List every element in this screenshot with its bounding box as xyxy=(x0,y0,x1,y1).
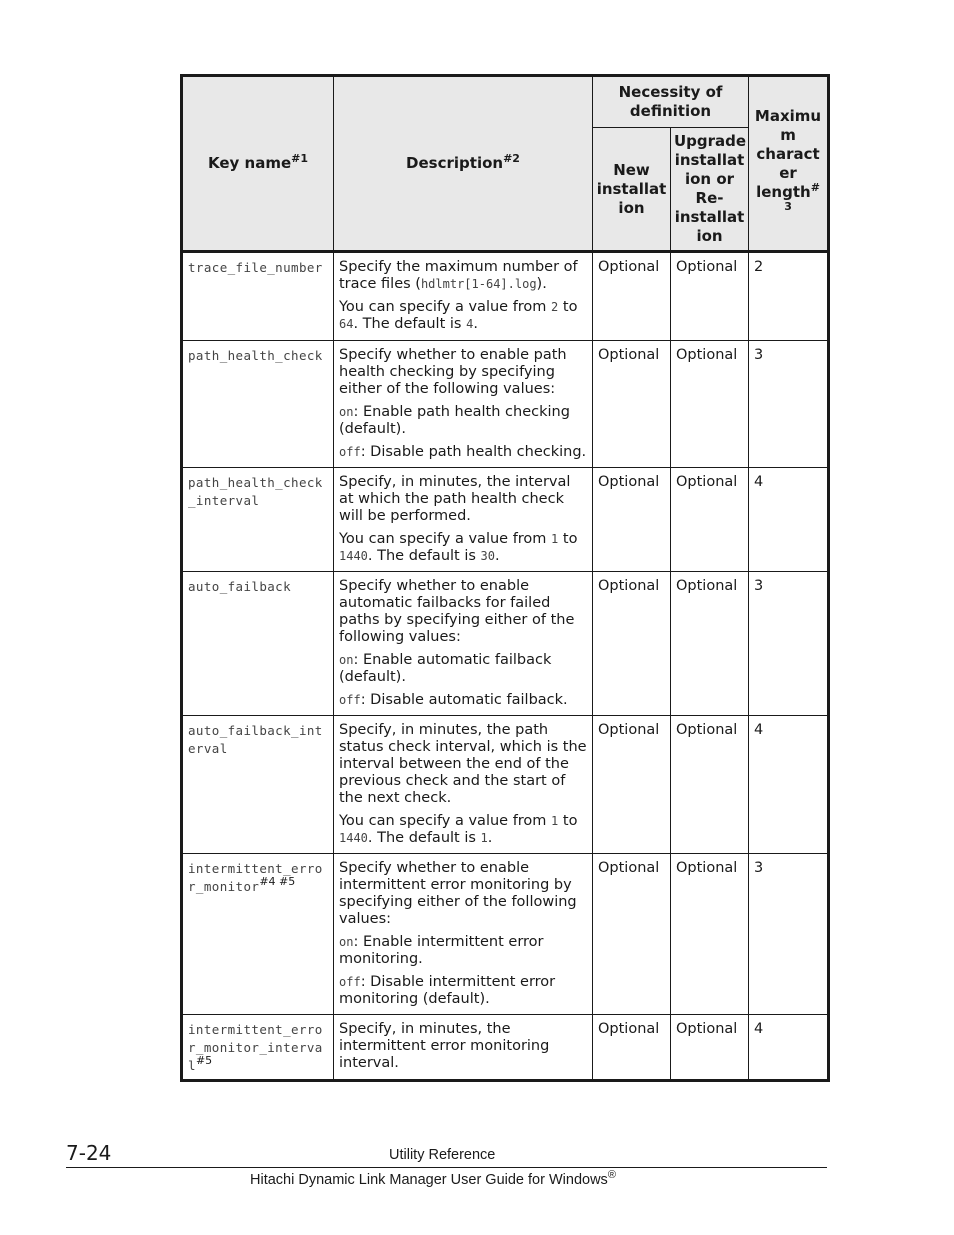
max-length-cell: 3 xyxy=(749,854,829,1015)
key-cell: auto_failback xyxy=(182,572,334,716)
new-install-cell: Optional xyxy=(593,716,671,854)
table-row xyxy=(182,1015,829,1081)
description-cell: Specify whether to enable automatic failbacks for failed paths by specifying either of the following values: on: Enable automatic failback (default). off: Disable automatic failback. xyxy=(334,572,593,716)
upgrade-cell: Optional xyxy=(671,1015,749,1081)
footer-divider xyxy=(66,1167,827,1168)
new-install-cell: Optional xyxy=(593,252,671,341)
description-cell: Specify, in minutes, the interval at which the path health check will be performed. You can specify a value from 1 to 1440. The default is 30. xyxy=(334,468,593,572)
upgrade-cell: Optional xyxy=(671,252,749,341)
description-cell: Specify, in minutes, the path status check interval, which is the interval between the end of the previous check and the start of the next check. You can specify a value from 1 to 1440. The default is 1. xyxy=(334,716,593,854)
max-length-cell: 4 xyxy=(749,716,829,854)
upgrade-cell: Optional xyxy=(671,572,749,716)
max-length-cell: 4 xyxy=(749,468,829,572)
new-install-cell: Optional xyxy=(593,572,671,716)
table-row xyxy=(182,572,829,716)
new-install-cell: Optional xyxy=(593,854,671,1015)
upgrade-cell: Optional xyxy=(671,468,749,572)
page-number: 7-24 xyxy=(66,1141,112,1165)
table-row xyxy=(182,252,829,341)
table-row xyxy=(182,854,829,1015)
new-install-cell: Optional xyxy=(593,341,671,468)
max-length-cell: 3 xyxy=(749,341,829,468)
description-cell: Specify whether to enable path health checking by specifying either of the following values: on: Enable path health checking (default). off: Disable path health checking. xyxy=(334,341,593,468)
key-cell: intermittent_error_monitor_interval$^{\#5}$ xyxy=(182,1015,334,1081)
key-cell: path_health_check_interval xyxy=(182,468,334,572)
header-description: Description$^{\#2}$ xyxy=(334,76,593,252)
footer-section-title: Utility Reference xyxy=(389,1147,496,1163)
max-length-cell: 2 xyxy=(749,252,829,341)
max-length-cell: 3 xyxy=(749,572,829,716)
key-cell: intermittent_error_monitor$^{\#4 \#5}$ xyxy=(182,854,334,1015)
key-cell: path_health_check xyxy=(182,341,334,468)
max-length-cell: 4 xyxy=(749,1015,829,1081)
key-cell: trace_file_number xyxy=(182,252,334,341)
table-row xyxy=(182,468,829,572)
header-key-name: Key name$^{\#1}$ xyxy=(182,76,334,252)
new-install-cell: Optional xyxy=(593,1015,671,1081)
header-max-length: Maximu m charact er length$^{\# 3}$ xyxy=(749,76,829,252)
table-row xyxy=(182,716,829,854)
header-upgrade: Upgrade installat ion or Re-installat ion xyxy=(671,128,749,252)
description-cell: Specify whether to enable intermittent error monitoring by specifying either of the following values: on: Enable intermittent error monitoring. off: Disable intermittent error monitoring (default). xyxy=(334,854,593,1015)
table-row xyxy=(182,341,829,468)
parameters-table xyxy=(180,74,830,1082)
upgrade-cell: Optional xyxy=(671,341,749,468)
description-cell: Specify, in minutes, the intermittent error monitoring interval. xyxy=(334,1015,593,1081)
footer-book-title: Hitachi Dynamic Link Manager User Guide for Windows® xyxy=(250,1169,616,1188)
new-install-cell: Optional xyxy=(593,468,671,572)
key-cell: auto_failback_interval xyxy=(182,716,334,854)
header-necessity: Necessity of definition xyxy=(593,76,749,128)
upgrade-cell: Optional xyxy=(671,716,749,854)
description-cell: Specify the maximum number of trace files (hdlmtr[1-64].log). You can specify a value from 2 to 64. The default is 4. xyxy=(334,252,593,341)
header-new-install: New installat ion xyxy=(593,128,671,252)
upgrade-cell: Optional xyxy=(671,854,749,1015)
